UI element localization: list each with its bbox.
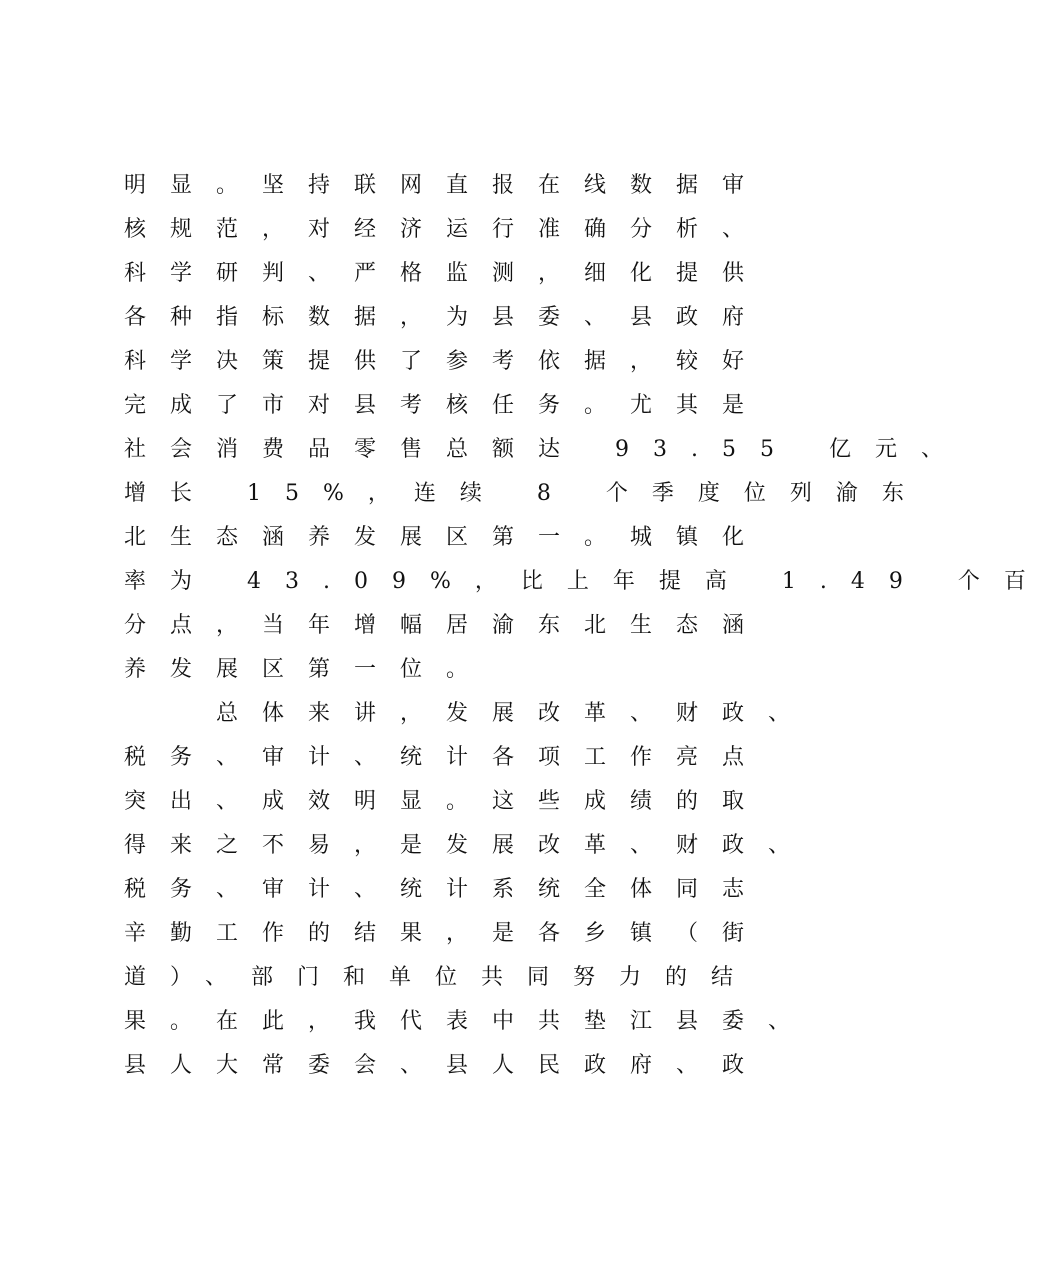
text-line: 社会消费品零售总额达 93.55 亿元、 (124, 437, 967, 462)
body-text (124, 164, 1050, 1088)
text-line: 分点，当年增幅居渝东北生态涵 (124, 613, 769, 638)
text-line: 税务、审计、统计系统全体同志 (124, 877, 769, 902)
text-line: 道）、部门和单位共同努力的结 (124, 965, 758, 990)
text-line: 科学研判、严格监测，细化提供 (124, 261, 769, 286)
text-line: 税务、审计、统计各项工作亮点 (124, 745, 769, 770)
text-line: 增长 15%，连续 8 个季度位列渝东 (124, 481, 928, 506)
text-line: 各种指标数据，为县委、县政府 (124, 305, 769, 330)
text-line: 率为 43.09%，比上年提高 1.49 个百 (124, 569, 1050, 594)
text-line: 明显。坚持联网直报在线数据审 (124, 173, 769, 198)
text-line: 县人大常委会、县人民政府、政 (124, 1053, 769, 1078)
text-line: 完成了市对县考核任务。尤其是 (124, 393, 769, 418)
text-line: 科学决策提供了参考依据，较好 (124, 349, 769, 374)
text-line: 辛勤工作的结果，是各乡镇（街 (124, 921, 769, 946)
text-line: 养发展区第一位。 (124, 657, 493, 682)
text-line: 北生态涵养发展区第一。城镇化 (124, 525, 769, 550)
text-line: 核规范，对经济运行准确分析、 (124, 217, 769, 242)
text-line: 总体来讲，发展改革、财政、 (124, 701, 815, 726)
text-line: 得来之不易，是发展改革、财政、 (124, 833, 815, 858)
text-line: 突出、成效明显。这些成绩的取 (124, 789, 769, 814)
text-line: 果。在此，我代表中共垫江县委、 (124, 1009, 815, 1034)
